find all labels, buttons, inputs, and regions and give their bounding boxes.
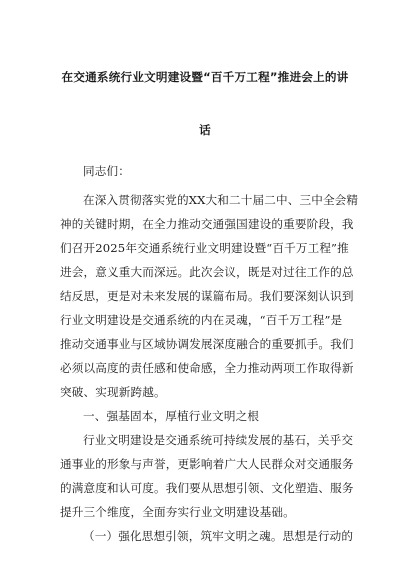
paragraph-line: 推动交通事业与区域协调发展深度融合的重要抓手。我们 (60, 337, 354, 351)
document-title-line-2: 话 (199, 123, 211, 137)
paragraph-line: 行业文明建设是交通系统可持续发展的基石，关乎交 (83, 433, 354, 447)
paragraph-line: 行业文明建设是交通系统的内在灵魂，“百千万工程”是 (60, 313, 343, 327)
paragraph-line: 进会，意义重大而深远。此次会议，既是对过往工作的总 (60, 265, 354, 279)
paragraph-line: 必须以高度的责任感和使命感，全力推动两项工作取得新 (60, 361, 354, 375)
paragraph-line: 神的关键时期，在全力推动交通强国建设的重要阶段，我 (60, 217, 354, 231)
paragraph-line: 突破、实现新跨越。 (60, 385, 166, 399)
paragraph-line: 通事业的形象与声誉，更影响着广大人民群众对交通服务 (60, 457, 354, 471)
section-heading: 一、强基固本，厚植行业文明之根 (83, 409, 260, 423)
paragraph-line: 的满意度和认可度。我们要从思想引领、文化塑造、服务 (60, 481, 354, 495)
paragraph-line: 们召开2025年交通系统行业文明建设暨“百千万工程”推 (60, 241, 349, 255)
document-title-line-1: 在交通系统行业文明建设暨“百千万工程”推进会上的讲 (61, 70, 349, 84)
paragraph-line: 结反思，更是对未来发展的谋篇布局。我们要深刻认识到 (60, 289, 354, 303)
paragraph-line: 提升三个维度，全面夯实行业文明建设基础。 (60, 505, 295, 519)
subsection-heading: （一）强化思想引领，筑牢文明之魂。思想是行动的 (83, 529, 354, 543)
paragraph-line: 在深入贯彻落实党的XX大和二十届二中、三中全会精 (83, 193, 359, 207)
salutation: 同志们： (83, 164, 130, 178)
